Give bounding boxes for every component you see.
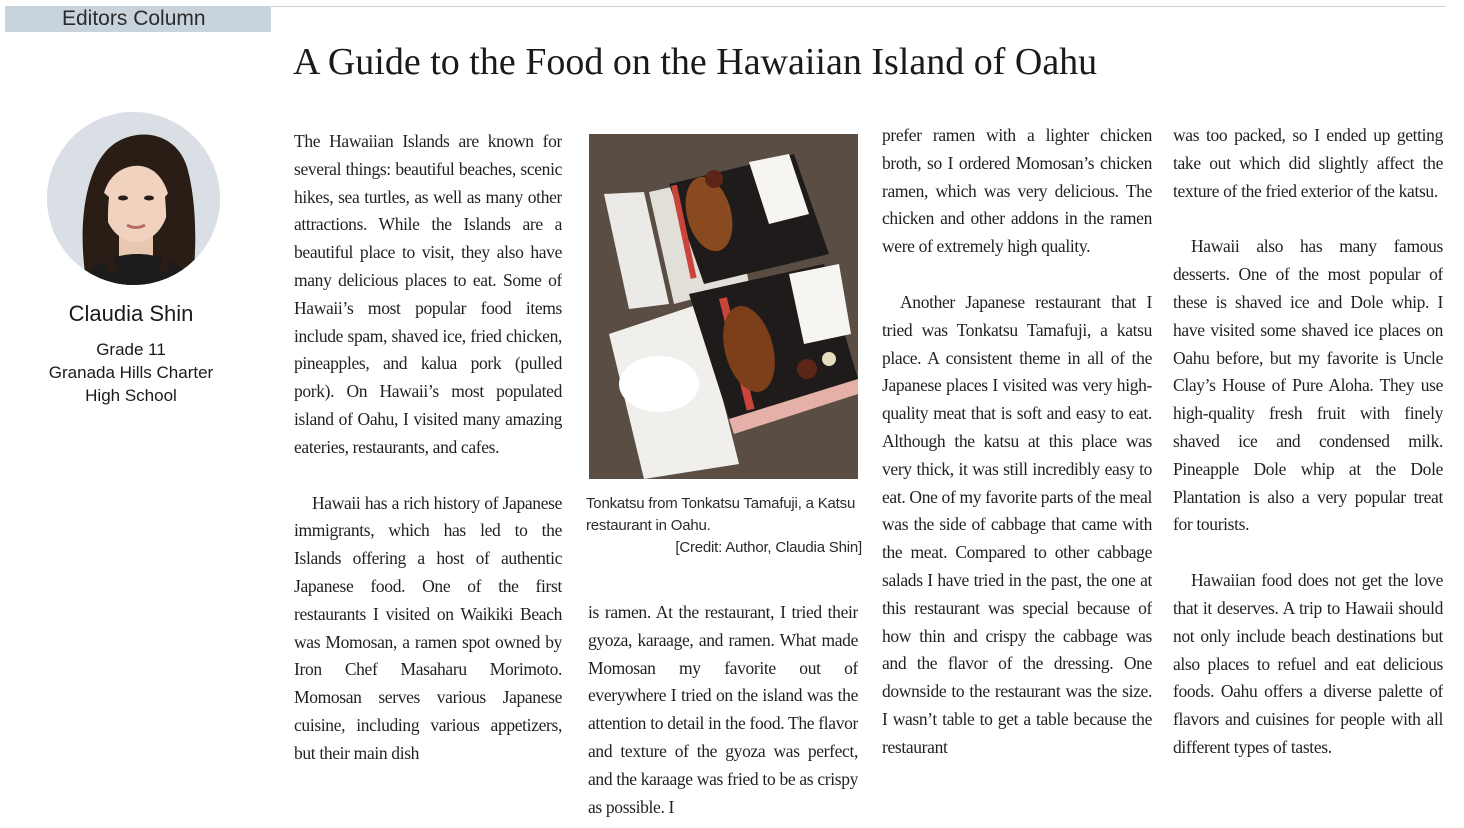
author-portrait-image <box>47 112 220 285</box>
author-photo <box>47 112 220 285</box>
photo-caption <box>586 493 862 559</box>
photo-credit: [Credit: Author, Claudia Shin] <box>675 539 862 556</box>
author-school-line1: Granada Hills Charter <box>48 363 214 382</box>
paragraph: Hawaiian food does not get the love that it deserves. A trip to Hawaii should not only include beach destinations but also places to refuel and eat delicious foods. Oahu offers a diverse palette of flavors and cuisines for people with all different types of tastes. <box>1173 570 1443 757</box>
article-headline: A Guide to the Food on the Hawaiian Island of Oahu <box>293 41 1098 83</box>
article-column-3 <box>882 122 1152 822</box>
food-photo <box>589 134 858 479</box>
tonkatsu-photo-image <box>589 134 858 479</box>
paragraph: prefer ramen with a lighter chicken broth, so I ordered Momosan’s chicken ramen, which was very delicious. The chicken and other addons in the ramen were of extremely high quality. <box>882 125 1152 257</box>
author-grade: Grade 11 <box>96 340 166 359</box>
caption-text: Tonkatsu from Tonkatsu Tamafuji, a Katsu restaurant in Oahu. <box>586 495 856 534</box>
article-column-2 <box>588 599 858 828</box>
header-rule <box>271 6 1446 7</box>
author-info <box>20 338 242 407</box>
paragraph: Hawaii also has many famous desserts. One of the most popular of these is shaved ice and Dole whip. I have visited some shaved ice places on Oahu before, but my favorite is Uncle Clay’s House of Pure Aloha. They use high-quality fresh fruit with finely shaved ice and condensed milk. Pineapple Dole whip at the Dole Plantation is also a very popular treat for tourists. <box>1173 236 1443 535</box>
author-school-line2: High School <box>85 386 177 405</box>
section-label: Editors Column <box>5 6 271 32</box>
paragraph: Hawaii has a rich history of Japanese immigrants, which has led to the Islands offering a host of authentic Japanese food. One of the first restaurants I visited on Waikiki Beach was Momosan, a ramen spot owned by Iron Chef Masaharu Morimoto. Momosan serves various Japanese cuisine, including various appetizers, but their main dish <box>294 492 562 763</box>
author-name: Claudia Shin <box>68 301 194 326</box>
paragraph: Another Japanese restaurant that I tried was Tonkatsu Tamafuji, a katsu place. A consistent theme in all of the Japanese places I visited was very high-quality meat that is soft and easy to eat. Although the katsu at this place was very thick, it was still incredibly easy to eat. One of my favorite parts of the meal was the side of cabbage that came with the meat. Compared to other cabbage salads I have tried in the past, the one at this restaurant was special because of how thin and crispy the cabbage was and the flavor of the dressing. One downside to the restaurant was the size. I wasn’t table to get a table because the restaurant <box>882 291 1152 757</box>
article-column-1 <box>294 128 562 828</box>
article-column-4 <box>1173 122 1443 822</box>
paragraph: was too packed, so I ended up getting take out which did slightly affect the texture of the fried exterior of the katsu. <box>1173 125 1443 201</box>
paragraph: is ramen. At the restaurant, I tried their gyoza, karaage, and ramen. What made Momosan my favorite out of everywhere I tried on the island was the attention to detail in the food. The flavor and texture of the gyoza was perfect, and the karaage was fried to be as crispy as possible. I <box>588 602 858 817</box>
paragraph: The Hawaiian Islands are known for several things: beautiful beaches, scenic hikes, sea turtles, as well as many other attractions. While the Islands are a beautiful place to visit, they also have many delicious places to eat. Some of Hawaii’s most popular food items include spam, shaved ice, fried chicken, pineapples, and kalua pork (pulled pork). On Hawaii’s most populated island of Oahu, I visited many amazing eateries, restaurants, and cafes. <box>294 131 562 457</box>
